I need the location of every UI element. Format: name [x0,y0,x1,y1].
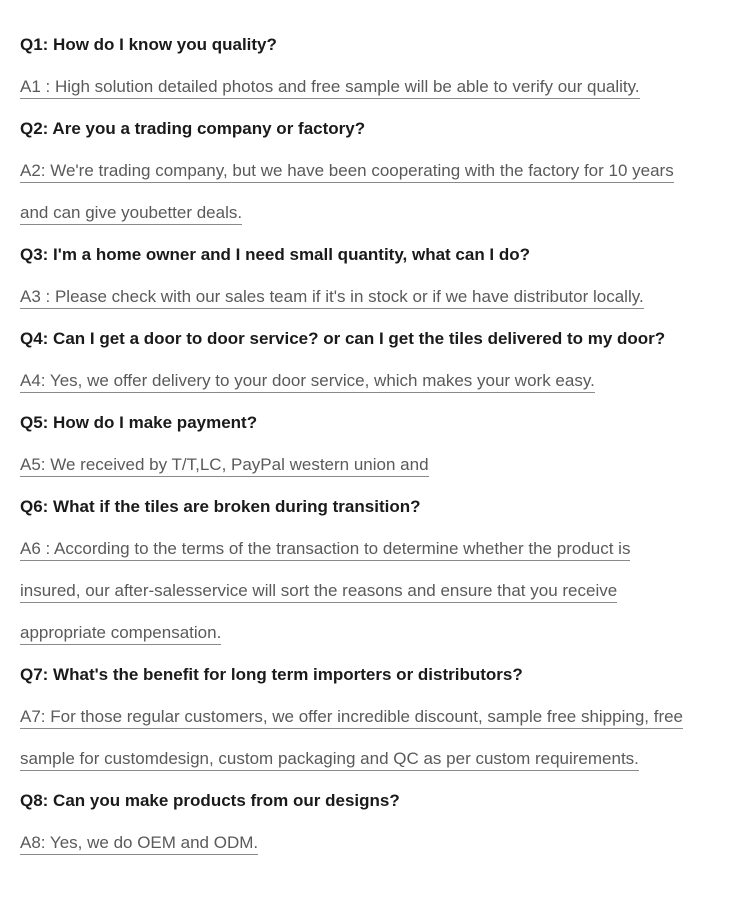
answer-7-line-2 [20,742,740,784]
question-5: Q5: How do I make payment? [20,413,258,432]
answer-6-text-1: A6 : According to the terms of the transaction to determine whether the product is [20,539,630,561]
answer-8-text: A8: Yes, we do OEM and ODM. [20,833,258,855]
question-4: Q4: Can I get a door to door service? or can I get the tiles delivered to my door? [20,329,666,348]
answer-7-text-2: sample for customdesign, custom packaging and QC as per custom requirements. [20,749,639,771]
question-2: Q2: Are you a trading company or factory? [20,119,366,138]
question-6: Q6: What if the tiles are broken during transition? [20,497,421,516]
answer-2-line-1 [20,154,740,196]
answer-2-line-2 [20,196,740,238]
question-3: Q3: I'm a home owner and I need small quantity, what can I do? [20,245,531,264]
question-7: Q7: What's the benefit for long term importers or distributors? [20,665,523,684]
answer-7-text-1: A7: For those regular customers, we offer incredible discount, sample free shipping, free [20,707,683,729]
answer-6-line-2 [20,574,740,616]
answer-1-line-1: A1 : High solution detailed photos and free sample will be able to verify our quality. [20,77,640,99]
question-8: Q8: Can you make products from our designs? [20,791,400,810]
answer-2-text-2: and can give youbetter deals. [20,203,242,225]
answer-7-line-1 [20,700,740,742]
answer-6-line-1 [20,532,740,574]
answer-4 [20,364,740,406]
answer-2-text-1: A2: We're trading company, but we have been cooperating with the factory for 10 years [20,161,674,183]
faq-list [20,28,740,868]
answer-8 [20,826,740,868]
answer-1 [20,70,740,112]
answer-3-text: A3 : Please check with our sales team if it's in stock or if we have distributor locally. [20,287,644,309]
question-1: Q1: How do I know you quality? [20,35,277,54]
answer-6-text-3: appropriate compensation. [20,623,221,645]
answer-6-text-2: insured, our after-salesservice will sort the reasons and ensure that you receive [20,581,617,603]
answer-6-line-3 [20,616,740,658]
answer-5 [20,448,740,490]
answer-3 [20,280,740,322]
answer-5-text: A5: We received by T/T,LC, PayPal western union and [20,455,429,477]
answer-4-text: A4: Yes, we offer delivery to your door service, which makes your work easy. [20,371,595,393]
